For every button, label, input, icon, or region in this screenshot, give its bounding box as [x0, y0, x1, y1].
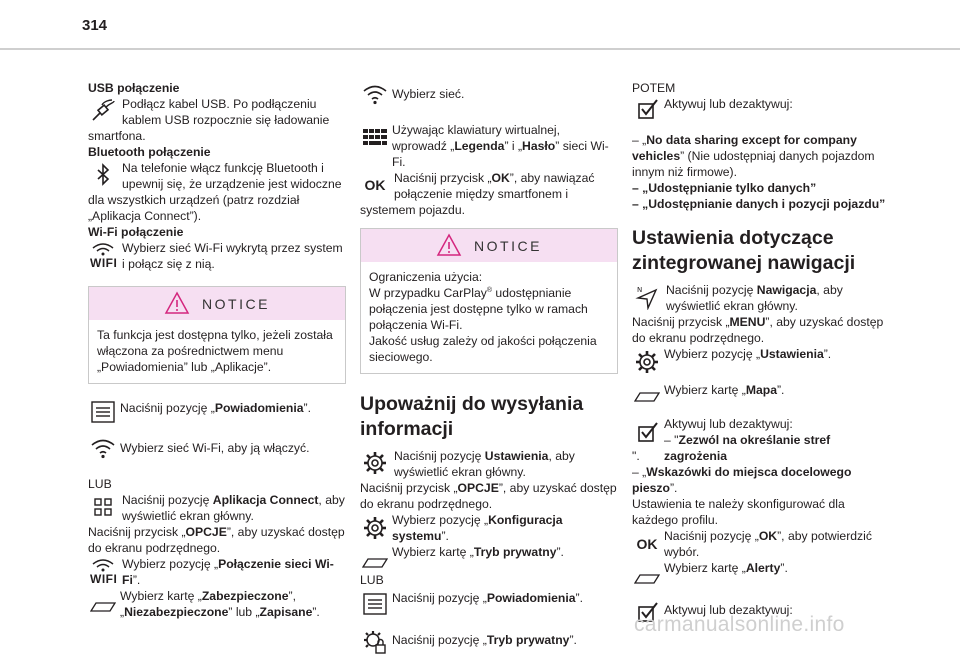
- bluetooth-step: [88, 160, 346, 224]
- warning-icon: [164, 291, 190, 317]
- column-2: [360, 80, 618, 660]
- warning-icon: [436, 233, 462, 259]
- notice-header: [89, 287, 345, 320]
- usb-step: [88, 96, 346, 144]
- tab-icon: [634, 563, 660, 589]
- ok-step: OK Naciśnij przycisk „OK”, aby nawiązać połączenie między smartfonem i systemem pojazdu.: [360, 171, 595, 217]
- tab-icon: [362, 547, 388, 573]
- notifications-step: Naciśnij pozycję „Powiadomienia”.: [88, 396, 346, 430]
- system-config-step: Wybierz pozycję „Konfiguracja systemu”.: [360, 512, 618, 544]
- bluetooth-icon: [90, 162, 116, 188]
- notice-body: Ta funkcja jest dostępna tylko, jeżeli została włączona za pośrednictwem menu „Powiadomienia” lub „Aplikacje”.: [97, 328, 333, 374]
- toggle-step-1: Aktywuj lub dezaktywuj:: [632, 96, 892, 128]
- option-no-sharing: – „No data sharing except for company vehicles” (Nie udostępniaj danych pojazdom innym niż firmowe).: [632, 133, 875, 179]
- select-network-step: Wybierz sieć.: [360, 80, 618, 120]
- usb-text: Podłącz kabel USB. Po podłączeniu kablem USB rozpocznie się ładowanie smartfona.: [88, 97, 330, 143]
- keyboard-step: Używając klawiatury wirtualnej, wprowadź „Legenda” i „Hasło” sieci Wi-Fi.: [360, 122, 618, 170]
- checkbox-icon: [634, 96, 660, 122]
- navigation-icon: [634, 284, 660, 310]
- connect-app-step: Naciśnij pozycję Aplikacja Connect, aby wyświetlić ekran główny.: [88, 492, 346, 524]
- wifi-label-icon: [90, 241, 118, 270]
- toggle-step-3: Aktywuj lub dezaktywuj:: [632, 596, 892, 630]
- page-number: 314: [82, 17, 108, 34]
- ok-icon: OK: [364, 177, 386, 193]
- wifi-step: [88, 240, 346, 272]
- navigation-step: Naciśnij pozycję Nawigacja, aby wyświetlić ekran główny.: [632, 282, 892, 314]
- settings-step: Naciśnij pozycję Ustawienia, aby wyświetlić ekran główny.: [360, 448, 618, 480]
- gear-icon: [634, 349, 660, 375]
- or-label: LUB: [88, 477, 112, 491]
- alerts-tab-step: Wybierz kartę „Alerty”.: [632, 560, 892, 590]
- wifi-icon: [90, 437, 116, 463]
- notifications-icon: [362, 591, 388, 617]
- options-step: Naciśnij przycisk „OPCJE”, aby uzyskać dostęp do ekranu podrzędnego.: [360, 481, 617, 511]
- option-data-only: – „Udostępnianie tylko danych”: [632, 181, 817, 195]
- map-tab-step: Wybierz kartę „Mapa”.: [632, 378, 892, 412]
- or-label: LUB: [360, 573, 384, 587]
- option-data-position: – „Udostępnianie danych i pozycji pojazdu”: [632, 197, 886, 211]
- usb-icon: [90, 98, 116, 124]
- config-note: Ustawienia te należy skonfigurować dla każdego profilu.: [632, 497, 845, 527]
- wifi-enable-step: Wybierz sieć Wi-Fi, aby ją włączyć.: [88, 434, 346, 470]
- wifi-icon: [362, 83, 388, 109]
- menu-step: Naciśnij przycisk „MENU”, aby uzyskać dostęp do ekranu podrzędnego.: [632, 315, 884, 345]
- watermark: carmanualsonline.info: [634, 613, 845, 636]
- tab-icon: [90, 591, 116, 617]
- bluetooth-text: Na telefonie włącz funkcję Bluetooth i upewnij się, że urządzenie jest widoczne dla wszystkich urządzeń (patrz rozdział „Aplikacja Connect”).: [88, 161, 342, 223]
- notice-box-2: [360, 228, 618, 374]
- private-mode-step: Naciśnij pozycję „Tryb prywatny”.: [360, 626, 618, 660]
- then-label: POTEM: [632, 81, 676, 95]
- bluetooth-heading: Bluetooth połączenie: [88, 145, 211, 159]
- wifi-connection-step: WIFI Wybierz pozycję „Połączenie sieci Wi-Fi”.: [90, 557, 334, 587]
- option-walking: ". – „Wskazówki do miejsca docelowego pieszo”.: [632, 449, 852, 495]
- privacy-icon: [362, 629, 388, 655]
- confirm-ok-step: OK Naciśnij pozycję „OK”, aby potwierdzić wybór.: [632, 528, 892, 560]
- gear-icon: [362, 515, 388, 541]
- column-3: [632, 80, 892, 630]
- gear-icon: [362, 450, 388, 476]
- wifi-heading: Wi-Fi połączenie: [88, 225, 184, 239]
- ok-icon: OK: [636, 536, 658, 552]
- security-tab-step: Wybierz kartę „Zabezpieczone”, „Niezabezpieczone” lub „Zapisane”.: [88, 588, 346, 620]
- section-title-navigation: Ustawienia dotyczące zintegrowanej nawigacji: [632, 227, 856, 274]
- wifi-label-icon: WIFI: [90, 557, 116, 583]
- notice-header: [361, 229, 617, 262]
- notifications-step: Naciśnij pozycję „Powiadomienia”.: [360, 588, 618, 620]
- wifi-text: Wybierz sieć Wi-Fi wykrytą przez system i połącz się z nią.: [122, 241, 343, 271]
- notice-box-1: [88, 286, 346, 384]
- column-1: [88, 80, 346, 620]
- notifications-icon: [90, 399, 116, 425]
- options-step: Naciśnij przycisk „OPCJE”, aby uzyskać dostęp do ekranu podrzędnego.: [88, 525, 345, 555]
- notice-body: Ograniczenia użycia: W przypadku CarPlay® udostępnianie połączenia jest dostępne tylko w ramach połączenia Wi-Fi. Jakość usług zależy od jakości połączenia sieciowego.: [369, 270, 597, 364]
- section-title-authorize: Upoważnij do wysyłania informacji: [360, 393, 584, 440]
- toggle-step-2: Aktywuj lub dezaktywuj: – "Zezwól na określanie stref zagrożenia: [632, 416, 892, 464]
- apps-grid-icon: [90, 494, 116, 520]
- private-tab-step: Wybierz kartę „Tryb prywatny”.: [360, 544, 618, 560]
- header-rule: [0, 48, 960, 50]
- keyboard-icon: [362, 125, 388, 151]
- notice-title: NOTICE: [202, 295, 270, 312]
- checkbox-icon: [634, 419, 660, 445]
- wifi-icon-label: WIFI: [90, 256, 118, 270]
- settings-step: Wybierz pozycję „Ustawienia”.: [632, 346, 892, 378]
- usb-heading: USB połączenie: [88, 81, 180, 95]
- tab-icon: [634, 381, 660, 407]
- notice-title: NOTICE: [474, 237, 542, 254]
